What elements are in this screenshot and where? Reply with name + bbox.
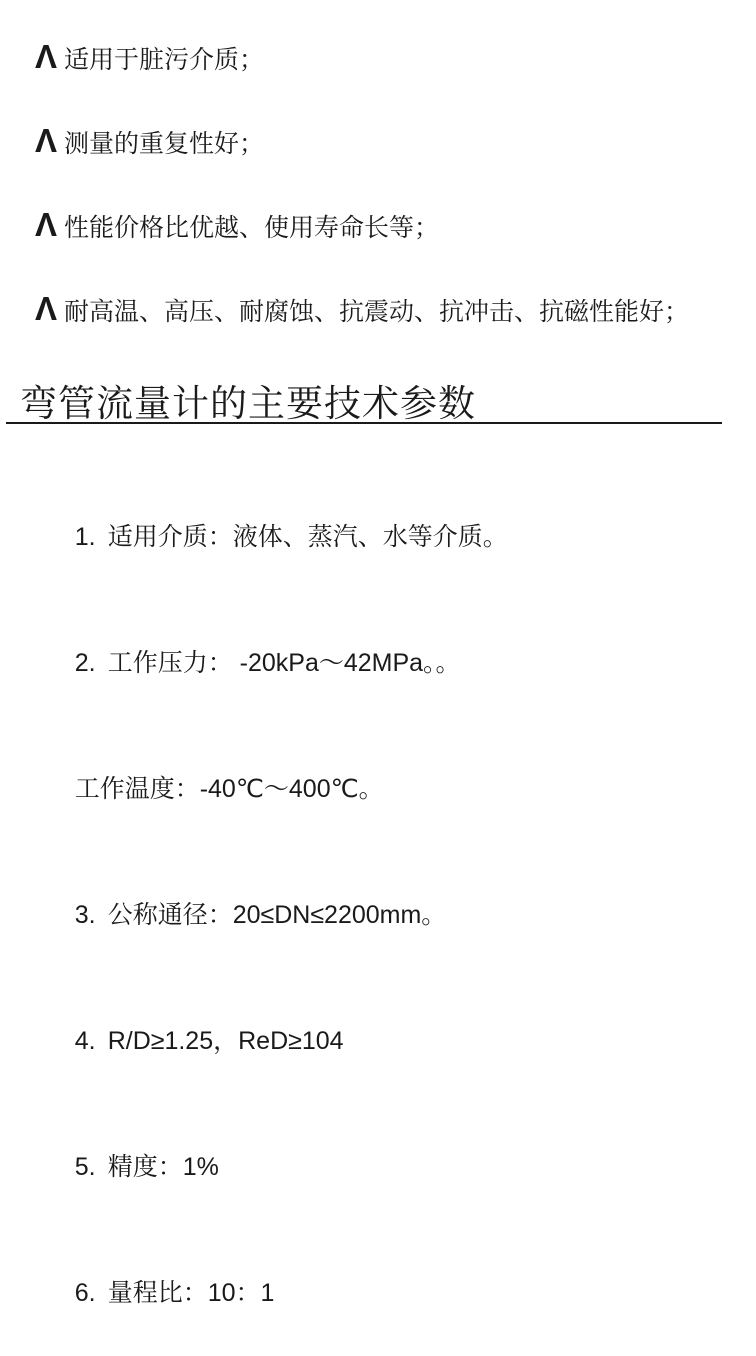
feature-item [35,38,756,75]
feature-text: 耐高温、高压、耐腐蚀、抗震动、抗冲击、抗磁性能好； [64,298,690,326]
spec-number: 3. [74,901,96,929]
spec-text: 工作压力： -20kPa～42MPa。。 [107,649,461,677]
lambda-bullet-icon: Λ [35,206,58,243]
feature-item [35,206,756,243]
feature-text: 适用于脏污介质； [64,46,265,74]
spec-item [33,474,756,600]
spec-item [33,852,756,978]
spec-number: 6. [74,1279,96,1307]
spec-number: 4. [74,1027,96,1055]
spec-item [33,1104,756,1230]
spec-item [33,1230,756,1356]
lambda-bullet-icon: Λ [35,290,58,327]
feature-text: 性能价格比优越、使用寿命长等； [64,214,440,242]
lambda-bullet-icon: Λ [35,122,58,159]
feature-list [0,0,756,325]
spec-text: 量程比：10：1 [107,1279,275,1307]
feature-item [35,290,756,327]
spec-item [33,726,756,852]
lambda-bullet-icon: Λ [35,38,58,75]
spec-text: 工作温度：-40℃～400℃。 [74,775,384,803]
spec-number: 1. [74,523,96,551]
spec-number: 2. [74,649,96,677]
spec-text: R/D≥1.25，ReD≥104 [107,1027,344,1055]
feature-item [35,122,756,159]
feature-text: 测量的重复性好； [64,130,265,158]
section-heading: 弯管流量计的主要技术参数 [6,385,722,424]
spec-text: 精度：1% [107,1153,219,1181]
spec-item [33,978,756,1104]
spec-list [33,474,756,1356]
spec-text: 公称通径：20≤DN≤2200mm。 [107,901,447,929]
spec-item [33,600,756,726]
spec-text: 适用介质：液体、蒸汽、水等介质。 [107,523,508,551]
spec-number: 5. [74,1153,96,1181]
